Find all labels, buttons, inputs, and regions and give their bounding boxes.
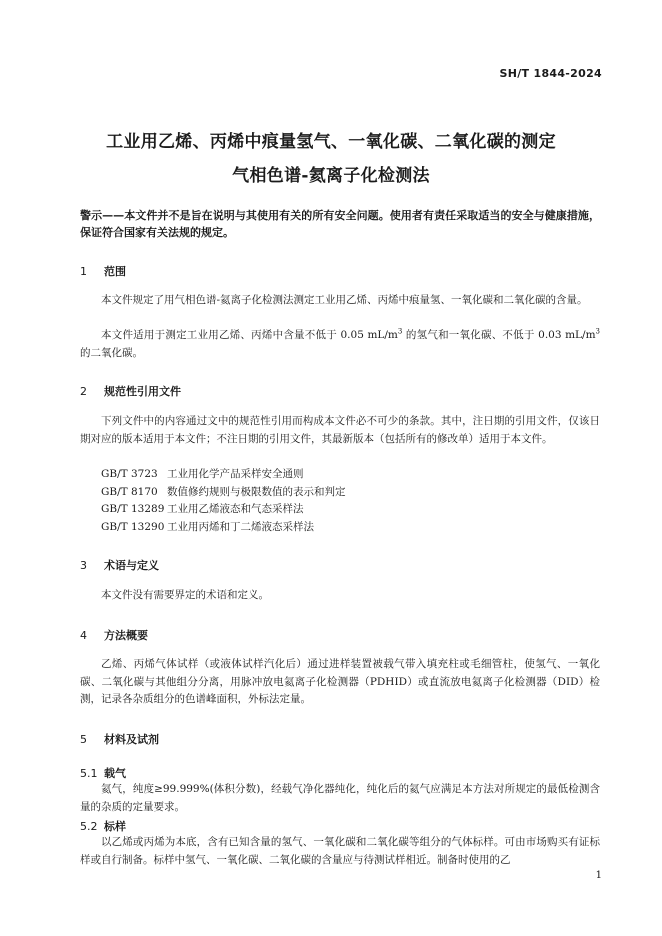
section-title: 方法概要 [104, 629, 148, 642]
reference-code: GB/T 3723 [101, 468, 158, 480]
section-1-paragraph-2 [80, 327, 600, 362]
section-1-paragraph-1: 本文件规定了用气相色谱-氦离子化检测法测定工业用乙烯、丙烯中痕量氢、一氧化碳和二氧化碳的含量。 [101, 294, 588, 306]
section-3-heading [80, 557, 159, 573]
reference-item [101, 466, 304, 484]
section-2-paragraph-1: 下列文件中的内容通过文中的规范性引用而构成本文件必不可少的条款。其中，注日期的引用文件，仅该日期对应的版本适用于本文件；不注日期的引用文件，其最新版本（包括所有的修改单）适用于本文件。 [80, 415, 600, 445]
section-1-heading [80, 263, 126, 279]
section-number: 1 [80, 265, 87, 278]
reference-item [101, 484, 346, 502]
section-title: 术语与定义 [104, 559, 159, 572]
para-text: 的二氧化碳。 [80, 346, 143, 359]
section-3-paragraph-1: 本文件没有需要界定的术语和定义。 [101, 589, 269, 601]
subsection-title: 载气 [104, 767, 126, 780]
subsection-title: 标样 [104, 820, 126, 833]
section-5-1-heading [80, 765, 126, 781]
reference-title: 数值修约规则与极限数值的表示和判定 [167, 486, 346, 498]
document-title-line1: 工业用乙烯、丙烯中痕量氢气、一氧化碳、二氧化碳的测定 [106, 132, 556, 152]
reference-code: GB/T 13290 [101, 521, 165, 533]
section-5-heading [80, 731, 159, 747]
subsection-number: 5.2 [80, 820, 98, 833]
reference-code: GB/T 8170 [101, 486, 158, 498]
section-5-2-heading [80, 818, 126, 834]
page-number: 1 [595, 870, 602, 881]
section-number: 3 [80, 559, 87, 572]
subsection-number: 5.1 [80, 767, 98, 780]
section-4-heading [80, 627, 148, 643]
reference-title: 工业用乙烯液态和气态采样法 [167, 503, 304, 515]
section-5-2-paragraph-1: 以乙烯或丙烯为本底，含有已知含量的氢气、一氧化碳和二氧化碳等组分的气体标样。可由市场购买有证标样或自行制备。标样中氢气、一氧化碳、二氧化碳的含量应与待测试样相近。制备时使用的乙 [80, 836, 600, 866]
section-number: 4 [80, 629, 87, 642]
reference-item [101, 501, 304, 519]
section-title: 材料及试剂 [104, 733, 159, 746]
reference-title: 工业用丙烯和丁二烯液态采样法 [167, 521, 314, 533]
reference-item [101, 519, 314, 537]
section-4-paragraph-1: 乙烯、丙烯气体试样（或液体试样汽化后）通过进样装置被载气带入填充柱或毛细管柱，使氢气、一氧化碳、二氧化碳与其他组分分离，用脉冲放电氦离子化检测器（PDHID）或直流放电氦离子化检测器（DID）检测，记录各杂质组分的色谱峰面积，外标法定量。 [80, 658, 600, 705]
superscript: 3 [397, 327, 403, 336]
para-text: 的氢气和一氧化碳、不低于 0.03 mL/m [402, 329, 596, 341]
superscript: 3 [595, 327, 600, 336]
document-title-line2: 气相色谱-氦离子化检测法 [232, 166, 430, 186]
standard-code: SH/T 1844-2024 [499, 67, 602, 80]
section-title: 规范性引用文件 [104, 385, 181, 398]
section-2-heading [80, 383, 181, 399]
section-title: 范围 [104, 265, 126, 278]
safety-warning: 警示——本文件并不是旨在说明与其使用有关的所有安全问题。使用者有责任采取适当的安全与健康措施，保证符合国家有关法规的规定。 [80, 209, 600, 239]
section-5-1-paragraph-1: 氦气，纯度≥99.999%(体积分数)，经载气净化器纯化，纯化后的氦气应满足本方法对所规定的最低检测含量的杂质的定量要求。 [80, 783, 600, 813]
section-number: 5 [80, 733, 87, 746]
section-number: 2 [80, 385, 87, 398]
para-text: 本文件适用于测定工业用乙烯、丙烯中含量不低于 0.05 mL/m [101, 329, 398, 341]
reference-code: GB/T 13289 [101, 503, 165, 515]
reference-title: 工业用化学产品采样安全通则 [167, 468, 304, 480]
